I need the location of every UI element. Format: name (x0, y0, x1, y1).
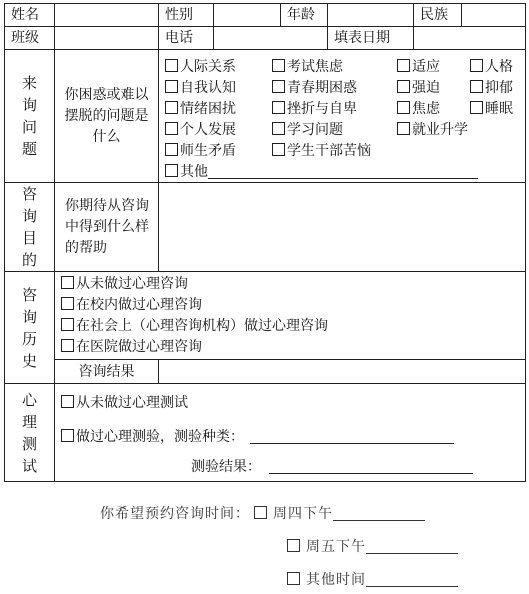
history-option-never[interactable]: 从未做过心理咨询 (55, 274, 525, 295)
option-self-cognition[interactable]: 自我认知 (165, 78, 236, 98)
option-exam-anxiety[interactable]: 考试焦虑 (272, 57, 343, 77)
class-field[interactable] (55, 27, 159, 50)
option-study[interactable]: 学习问题 (272, 120, 343, 140)
testing-option-done[interactable]: 做过心理测验，测验种类： (61, 426, 454, 448)
checkbox-icon[interactable] (397, 122, 410, 135)
row-purpose (5, 183, 526, 272)
row-personal-info (5, 4, 526, 27)
checkbox-icon[interactable] (165, 164, 178, 177)
checkbox-icon[interactable] (61, 395, 74, 408)
phone-field[interactable] (214, 27, 328, 50)
history-result-label: 咨询结果 (55, 360, 159, 384)
checkbox-icon[interactable] (61, 318, 74, 331)
issues-options (159, 50, 526, 183)
appointment-option-thursday[interactable]: 周四下午 (273, 506, 333, 522)
name-field[interactable] (55, 4, 159, 27)
row-testing (5, 384, 526, 482)
checkbox-icon[interactable] (254, 506, 267, 519)
option-interpersonal[interactable]: 人际关系 (165, 57, 236, 77)
option-depression[interactable]: 抑郁 (470, 78, 513, 98)
option-frustration[interactable]: 挫折与自卑 (272, 99, 357, 119)
row-contact-info (5, 27, 526, 50)
checkbox-icon[interactable] (272, 101, 285, 114)
checkbox-icon[interactable] (272, 80, 285, 93)
option-emotional[interactable]: 情绪困扰 (165, 99, 236, 119)
ethnicity-field[interactable] (462, 4, 526, 27)
option-student-leader[interactable]: 学生干部苦恼 (272, 141, 371, 161)
history-result-field[interactable] (159, 360, 526, 384)
appointment-prompt: 你希望预约咨询时间： (100, 506, 250, 522)
age-field[interactable] (328, 4, 414, 27)
checkbox-icon[interactable] (61, 276, 74, 289)
option-personality[interactable]: 人格 (470, 57, 513, 77)
date-label: 填表日期 (328, 27, 414, 50)
ethnicity-label: 民族 (414, 4, 462, 27)
test-result-label: 测验结果： (191, 459, 261, 475)
counseling-registration-form (4, 3, 526, 482)
appointment-row-thursday (100, 503, 425, 523)
option-obsessive[interactable]: 强迫 (397, 78, 440, 98)
option-sleep[interactable]: 睡眠 (470, 99, 513, 119)
date-field[interactable] (414, 27, 526, 50)
appointment-row-other (283, 569, 458, 589)
option-adolescence[interactable]: 青春期困惑 (272, 78, 357, 98)
phone-label: 电话 (159, 27, 214, 50)
friday-underline[interactable] (366, 539, 458, 554)
testing-options (55, 384, 526, 482)
age-label: 年龄 (281, 4, 328, 27)
option-personal-development[interactable]: 个人发展 (165, 120, 236, 140)
checkbox-icon[interactable] (287, 539, 300, 552)
row-history (5, 272, 526, 360)
appointment-option-friday[interactable]: 周五下午 (306, 539, 366, 555)
form-table (4, 3, 526, 482)
other-time-underline[interactable] (366, 572, 458, 587)
issues-section-label: 来 询 问 题 (5, 50, 55, 183)
history-option-society[interactable]: 在社会上（心理咨询机构）做过心理咨询 (55, 316, 525, 337)
testing-section-label: 心 理 测 试 (5, 384, 55, 482)
checkbox-icon[interactable] (397, 101, 410, 114)
gender-label: 性别 (159, 4, 214, 27)
purpose-field[interactable] (159, 183, 526, 272)
history-option-hospital[interactable]: 在医院做过心理咨询 (55, 337, 525, 358)
test-result-underline[interactable] (269, 459, 473, 474)
name-label: 姓名 (5, 4, 55, 27)
checkbox-icon[interactable] (397, 59, 410, 72)
checkbox-icon[interactable] (165, 101, 178, 114)
history-options (55, 272, 526, 360)
option-other[interactable]: 其他 (165, 162, 478, 182)
purpose-section-label: 咨 询 目 的 (5, 183, 55, 272)
option-adaptation[interactable]: 适应 (397, 57, 440, 77)
checkbox-icon[interactable] (470, 80, 483, 93)
row-history-result (5, 360, 526, 384)
checkbox-icon[interactable] (272, 122, 285, 135)
checkbox-icon[interactable] (165, 122, 178, 135)
testing-option-never[interactable]: 从未做过心理测试 (61, 392, 188, 414)
checkbox-icon[interactable] (272, 143, 285, 156)
checkbox-icon[interactable] (61, 339, 74, 352)
testing-result (191, 456, 473, 478)
checkbox-icon[interactable] (61, 429, 74, 442)
checkbox-icon[interactable] (165, 143, 178, 156)
checkbox-icon[interactable] (470, 59, 483, 72)
appointment-option-other[interactable]: 其他时间 (306, 572, 366, 588)
checkbox-icon[interactable] (165, 80, 178, 93)
checkbox-icon[interactable] (287, 572, 300, 585)
issues-question: 你困惑或难以摆脱的问题是什么 (55, 50, 159, 183)
checkbox-icon[interactable] (61, 297, 74, 310)
thursday-underline[interactable] (333, 506, 425, 521)
other-underline[interactable] (208, 164, 478, 179)
purpose-question: 你期待从咨询中得到什么样的帮助 (55, 183, 159, 272)
test-type-underline[interactable] (250, 429, 454, 444)
checkbox-icon[interactable] (470, 101, 483, 114)
option-teacher-conflict[interactable]: 师生矛盾 (165, 141, 236, 161)
history-option-school[interactable]: 在校内做过心理咨询 (55, 295, 525, 316)
option-career[interactable]: 就业升学 (397, 120, 468, 140)
class-label: 班级 (5, 27, 55, 50)
checkbox-icon[interactable] (272, 59, 285, 72)
appointment-row-friday (283, 536, 458, 556)
gender-field[interactable] (214, 4, 281, 27)
row-issues (5, 50, 526, 183)
history-section-label: 咨 询 历 史 (5, 272, 55, 384)
checkbox-icon[interactable] (165, 59, 178, 72)
option-anxiety[interactable]: 焦虑 (397, 99, 440, 119)
checkbox-icon[interactable] (397, 80, 410, 93)
